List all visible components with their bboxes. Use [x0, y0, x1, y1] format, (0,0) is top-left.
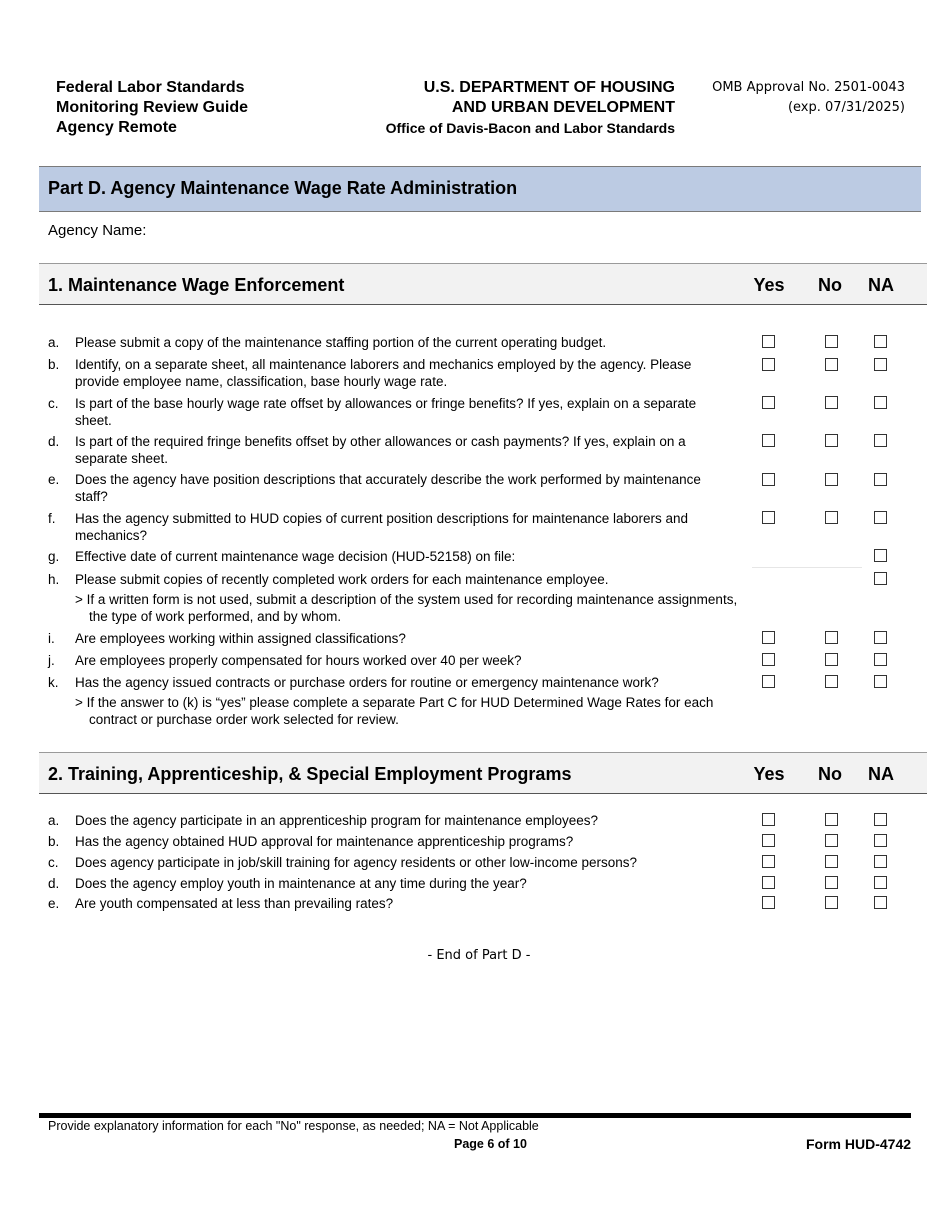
section2-title: 2. Training, Apprenticeship, & Special Employment Programs — [48, 764, 572, 784]
question-letter: a. — [48, 813, 60, 828]
na-checkbox[interactable] — [874, 896, 887, 909]
yes-checkbox[interactable] — [762, 813, 775, 826]
no-checkbox[interactable] — [825, 876, 838, 889]
yes-checkbox[interactable] — [762, 335, 775, 348]
guide-title-line: Agency Remote — [56, 119, 177, 136]
na-checkbox[interactable] — [874, 876, 887, 889]
question-letter: d. — [48, 876, 60, 891]
na-checkbox[interactable] — [874, 358, 887, 371]
na-checkbox[interactable] — [874, 549, 887, 562]
question-text: Are youth compensated at less than prevailing rates? — [75, 896, 394, 911]
question-text: Effective date of current maintenance wage decision (HUD-52158) on file: — [75, 549, 516, 564]
column-no: No — [818, 764, 842, 784]
na-checkbox[interactable] — [874, 813, 887, 826]
header-left — [56, 78, 248, 138]
question-text: Does the agency have position descriptions that accurately describe the work performed by maintenance staff? — [75, 472, 701, 504]
question-h-note: > If a written form is not used, submit a description of the system used for recording maintenance assignments, the type of work performed, and by whom. — [75, 592, 738, 624]
header-center — [330, 78, 675, 138]
section1-header — [39, 263, 927, 305]
no-checkbox[interactable] — [825, 813, 838, 826]
department-line: U.S. DEPARTMENT OF HOUSING — [423, 79, 675, 96]
no-checkbox[interactable] — [825, 473, 838, 486]
yes-checkbox[interactable] — [762, 511, 775, 524]
department-line: AND URBAN DEVELOPMENT — [451, 99, 675, 116]
question-letter: b. — [48, 834, 60, 849]
yes-checkbox[interactable] — [762, 631, 775, 644]
question-letter: k. — [48, 675, 59, 690]
section1-title: 1. Maintenance Wage Enforcement — [48, 275, 345, 295]
footer-note: Provide explanatory information for each "No" response, as needed; NA = Not Applicable — [48, 1119, 539, 1133]
na-checkbox[interactable] — [874, 511, 887, 524]
guide-title-line: Federal Labor Standards — [56, 79, 245, 96]
question-letter: d. — [48, 434, 60, 449]
column-yes: Yes — [753, 764, 785, 784]
na-checkbox[interactable] — [874, 653, 887, 666]
question-text: Is part of the required fringe benefits offset by other allowances or cash payments? If yes, explain on a separate sheet. — [75, 434, 686, 466]
na-checkbox[interactable] — [874, 855, 887, 868]
column-no: No — [818, 275, 842, 295]
yes-checkbox[interactable] — [762, 653, 775, 666]
part-title: Part D. Agency Maintenance Wage Rate Administration — [39, 166, 921, 212]
na-checkbox[interactable] — [874, 473, 887, 486]
no-checkbox[interactable] — [825, 434, 838, 447]
effective-date-field[interactable] — [752, 567, 862, 568]
question-letter: g. — [48, 549, 60, 564]
agency-name-label: Agency Name: — [48, 222, 147, 239]
yes-checkbox[interactable] — [762, 834, 775, 847]
yes-checkbox[interactable] — [762, 675, 775, 688]
question-letter: a. — [48, 335, 60, 350]
question-letter: j. — [48, 653, 55, 668]
office-line: Office of Davis-Bacon and Labor Standards — [385, 120, 675, 136]
yes-checkbox[interactable] — [762, 396, 775, 409]
na-checkbox[interactable] — [874, 675, 887, 688]
page-number: Page 6 of 10 — [454, 1137, 527, 1151]
question-letter: c. — [48, 855, 59, 870]
question-text: Does the agency participate in an apprenticeship program for maintenance employees? — [75, 813, 599, 828]
question-letter: c. — [48, 396, 59, 411]
no-checkbox[interactable] — [825, 396, 838, 409]
no-checkbox[interactable] — [825, 653, 838, 666]
question-text: Please submit a copy of the maintenance staffing portion of the current operating budget. — [75, 335, 607, 350]
no-checkbox[interactable] — [825, 834, 838, 847]
no-checkbox[interactable] — [825, 335, 838, 348]
guide-title-line: Monitoring Review Guide — [56, 99, 249, 116]
question-text: Is part of the base hourly wage rate offset by allowances or fringe benefits? If yes, explain on a separate sheet. — [75, 396, 697, 428]
question-text: Has the agency submitted to HUD copies of current position descriptions for maintenance laborers and mechanics? — [75, 511, 689, 543]
question-text: Please submit copies of recently completed work orders for each maintenance employee. — [75, 572, 609, 587]
question-text: Does the agency employ youth in maintenance at any time during the year? — [75, 876, 527, 891]
question-letter: f. — [48, 511, 56, 526]
column-yes: Yes — [753, 275, 785, 295]
question-text: Has the agency obtained HUD approval for maintenance apprenticeship programs? — [75, 834, 574, 849]
yes-checkbox[interactable] — [762, 358, 775, 371]
section2-header — [39, 752, 927, 794]
header-right — [700, 78, 905, 118]
question-letter: h. — [48, 572, 60, 587]
no-checkbox[interactable] — [825, 631, 838, 644]
end-of-part-label: - End of Part D - — [427, 948, 531, 963]
na-checkbox[interactable] — [874, 434, 887, 447]
column-na: NA — [868, 275, 894, 295]
no-checkbox[interactable] — [825, 855, 838, 868]
question-letter: i. — [48, 631, 55, 646]
question-text: Does agency participate in job/skill training for agency residents or other low-income persons? — [75, 855, 638, 870]
question-text: Are employees properly compensated for hours worked over 40 per week? — [75, 653, 522, 668]
na-checkbox[interactable] — [874, 834, 887, 847]
column-na: NA — [868, 764, 894, 784]
yes-checkbox[interactable] — [762, 855, 775, 868]
no-checkbox[interactable] — [825, 511, 838, 524]
question-text: Has the agency issued contracts or purchase orders for routine or emergency maintenance work? — [75, 675, 659, 690]
na-checkbox[interactable] — [874, 572, 887, 585]
question-text: Are employees working within assigned classifications? — [75, 631, 406, 646]
yes-checkbox[interactable] — [762, 434, 775, 447]
no-checkbox[interactable] — [825, 675, 838, 688]
question-letter: b. — [48, 357, 60, 372]
omb-approval: OMB Approval No. 2501-0043 — [712, 80, 905, 95]
question-k-note: > If the answer to (k) is “yes” please complete a separate Part C for HUD Determined Wage Rates for each contract or purchase order work selected for review. — [75, 695, 714, 727]
no-checkbox[interactable] — [825, 358, 838, 371]
na-checkbox[interactable] — [874, 335, 887, 348]
footer-divider — [39, 1113, 911, 1118]
yes-checkbox[interactable] — [762, 876, 775, 889]
na-checkbox[interactable] — [874, 631, 887, 644]
no-checkbox[interactable] — [825, 896, 838, 909]
omb-expiration: (exp. 07/31/2025) — [787, 100, 905, 115]
na-checkbox[interactable] — [874, 396, 887, 409]
question-letter: e. — [48, 472, 60, 487]
question-letter: e. — [48, 896, 60, 911]
yes-checkbox[interactable] — [762, 473, 775, 486]
yes-checkbox[interactable] — [762, 896, 775, 909]
form-number: Form HUD-4742 — [806, 1136, 912, 1152]
question-text: Identify, on a separate sheet, all maintenance laborers and mechanics employed by the agency. Please provide employee name, classification, base hourly wage rate. — [75, 357, 692, 389]
